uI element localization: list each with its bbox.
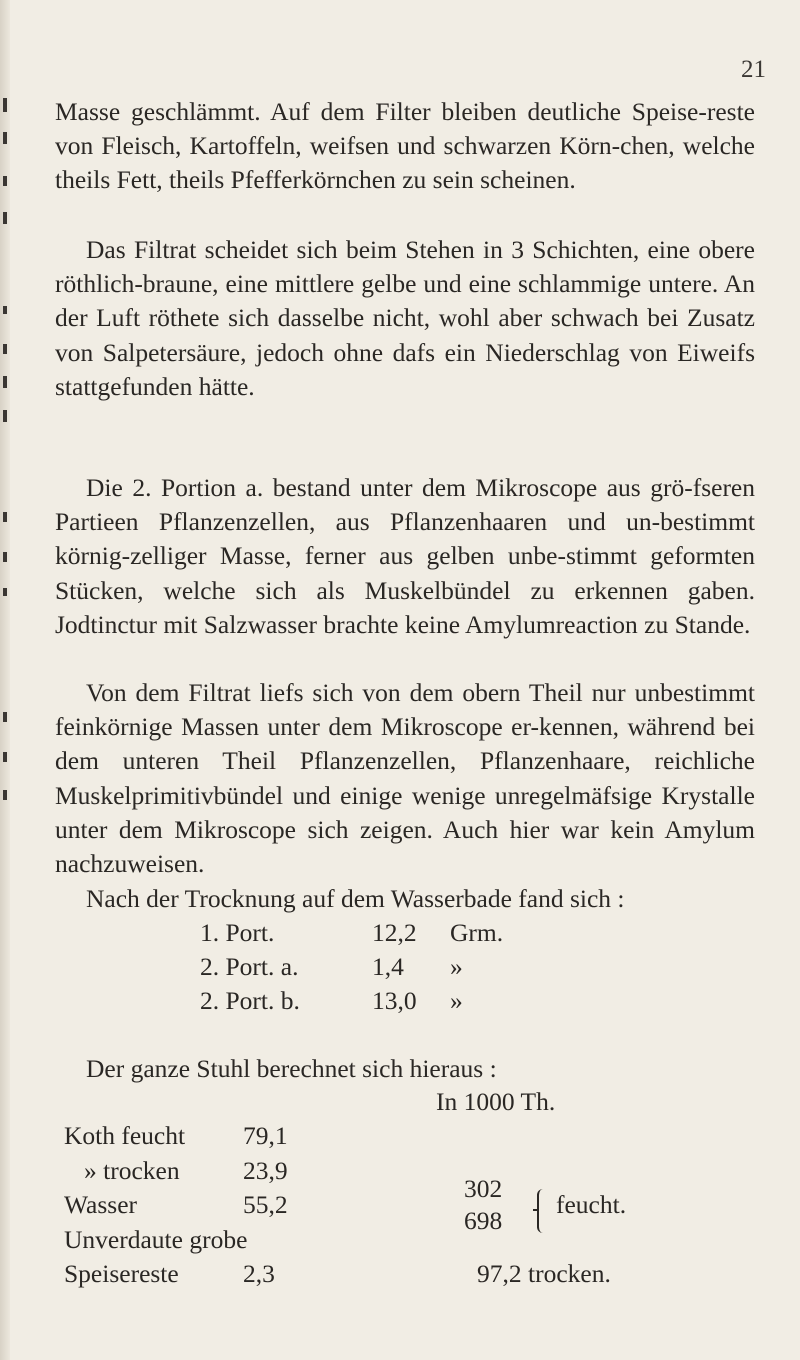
edge-mark <box>3 712 7 722</box>
portion-label: 2. Port. a. <box>200 952 299 982</box>
edge-mark <box>3 132 7 144</box>
edge-mark <box>3 306 7 314</box>
calc-row-name: Wasser <box>64 1190 138 1219</box>
page-edge <box>0 0 10 1360</box>
calc-row-per-thousand: 97,2 trocken. <box>477 1259 611 1288</box>
calc-row-value: 55,2 <box>243 1190 288 1219</box>
edge-mark <box>3 752 7 762</box>
portion-unit: Grm. <box>450 918 504 948</box>
calc-row-name: » trocken <box>84 1156 180 1185</box>
edge-mark <box>3 344 7 354</box>
calc-row-per-thousand: 302 <box>464 1174 503 1203</box>
calc-row-per-thousand: 698 <box>464 1206 503 1235</box>
table-row <box>200 984 503 1018</box>
page-number: 21 <box>741 56 766 83</box>
calc-row-name: Speisereste <box>64 1259 179 1288</box>
edge-mark <box>3 588 7 596</box>
calc-row-name: Unverdaute grobe <box>64 1225 248 1254</box>
per-thousand-header: In 1000 Th. <box>436 1087 556 1116</box>
edge-mark <box>3 376 7 388</box>
edge-mark <box>3 410 7 422</box>
table-row <box>200 950 503 984</box>
edge-mark <box>3 98 7 112</box>
paragraph: Masse geschlämmt. Auf dem Filter bleiben deutliche Speise-reste von Fleisch, Kartoffeln, weifsen und schwarzen Körn-chen, welche theils Fett, theils Pfefferkörnchen zu sein scheinen. <box>55 97 755 195</box>
calc-row-value: 23,9 <box>243 1156 288 1185</box>
calc-row-value: 79,1 <box>243 1121 288 1150</box>
edge-mark <box>3 790 7 800</box>
portion-weight: 12,2 <box>372 918 417 948</box>
paragraph: Das Filtrat scheidet sich beim Stehen in 3 Schichten, eine obere röthlich-braune, eine mittlere gelbe und eine schlammige untere. An der Luft röthete sich dasselbe nicht, wohl aber schwach bei Zusatz von Salpetersäure, jedoch ohne dafs ein Niederschlag von Eiweifs stattgefunden hätte. <box>55 235 755 401</box>
portion-unit: » <box>450 952 463 982</box>
portion-label: 2. Port. b. <box>200 986 300 1016</box>
edge-mark <box>3 552 7 562</box>
paragraph: Der ganze Stuhl berechnet sich hieraus : <box>86 1054 497 1083</box>
brace <box>537 1189 546 1233</box>
calc-row-name: Koth feucht <box>64 1121 186 1150</box>
paragraph: Nach der Trocknung auf dem Wasserbade fand sich : <box>86 884 625 913</box>
table-row <box>200 916 503 950</box>
portion-label: 1. Port. <box>200 918 275 948</box>
edge-mark <box>3 212 7 224</box>
portion-weight: 13,0 <box>372 986 417 1016</box>
brace-point <box>533 1209 538 1211</box>
brace-label: feucht. <box>556 1190 627 1219</box>
edge-mark <box>3 176 7 186</box>
edge-mark <box>3 512 7 522</box>
paragraph: Von dem Filtrat liefs sich von dem obern Theil nur unbestimmt feinkörnige Massen unter dem Mikroscope er-kennen, während bei dem unteren Theil Pflanzenzellen, Pflanzenhaare, reichliche Muskelprimitivbündel und einige wenige unregelmäfsige Krystalle unter dem Mikroscope sich zeigen. Auch hier war kein Amylum nachzuweisen. <box>55 678 755 879</box>
portion-unit: » <box>450 986 463 1016</box>
portion-weight: 1,4 <box>372 952 404 982</box>
weights-table <box>200 916 503 1019</box>
calc-row-value: 2,3 <box>243 1259 275 1288</box>
paragraph: Die 2. Portion a. bestand unter dem Mikroscope aus grö-fseren Partieen Pflanzenzellen, aus Pflanzenhaaren und un-bestimmt körnig-zelliger Masse, ferner aus gelben unbe-stimmt geformten Stücken, welche sich als Muskelbündel zu erkennen gaben. Jodtinctur mit Salzwasser brachte keine Amylumreaction zu Stande. <box>55 473 755 639</box>
